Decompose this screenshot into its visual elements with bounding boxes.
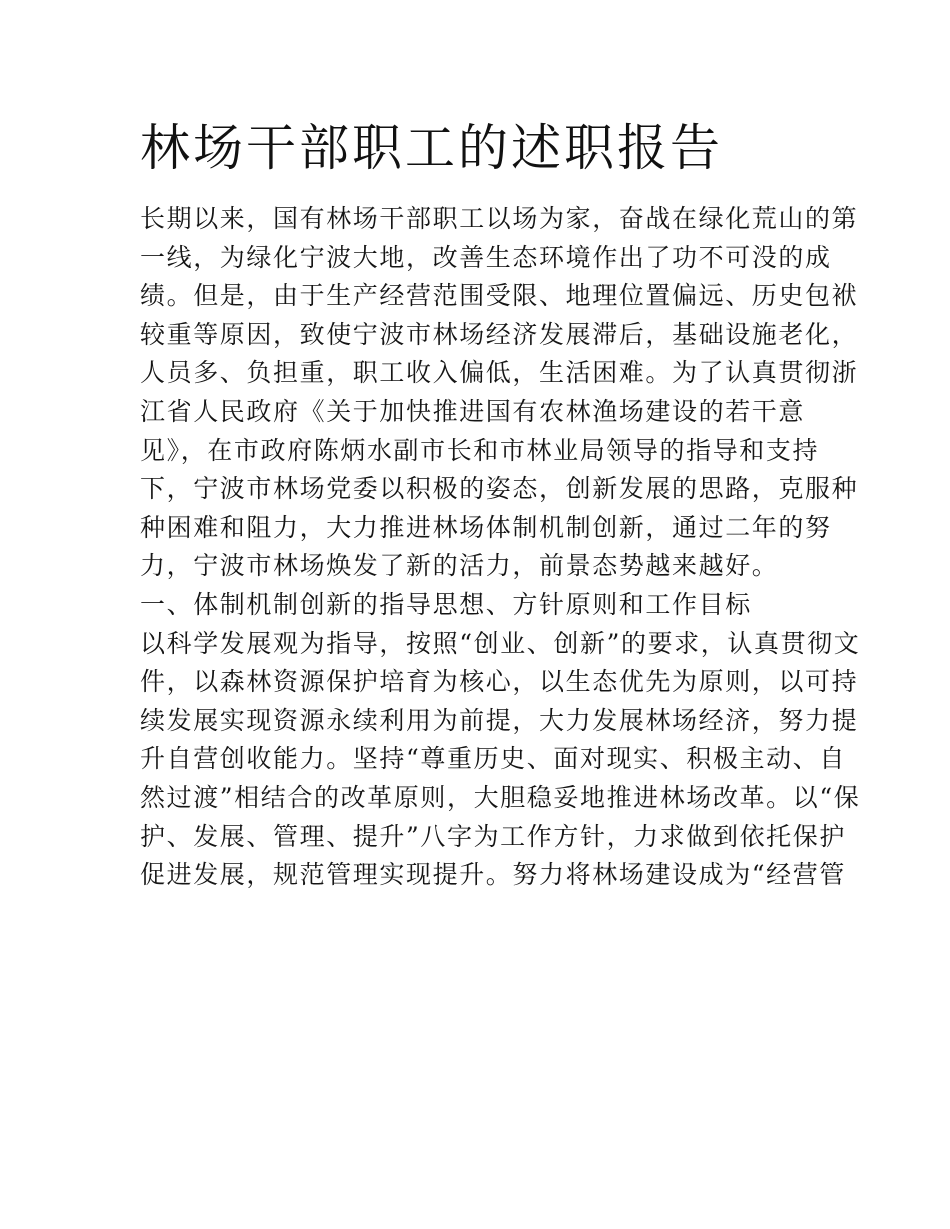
body-line-intro: 长期以来，国有林场干部职工以场为家，奋战在绿化荒山的第 <box>140 204 859 233</box>
body-line-intro: 绩。但是，由于生产经营范围受限、地理位置偏远、历史包袱 <box>140 281 859 311</box>
body-line-section-1: 件，以森林资源保护培育为核心，以生态优先为原则，以可持 <box>140 667 859 697</box>
body-line-section-1: 然过渡”相结合的改革原则，大胆稳妥地推进林场改革。以“保 <box>140 782 861 812</box>
body-line-intro: 人员多、负担重，职工收入偏低，生活困难。为了认真贯彻浙 <box>140 358 859 388</box>
body-line-intro: 见》，在市政府陈炳水副市长和市林业局领导的指导和支持 <box>140 435 820 465</box>
body-line-intro: 力，宁波市林场焕发了新的活力，前景态势越来越好。 <box>140 551 779 581</box>
body-line-intro: 较重等原因，致使宁波市林场经济发展滞后，基础设施老化， <box>140 319 859 349</box>
body-line-intro: 下，宁波市林场党委以积极的姿态，创新发展的思路，克服种 <box>140 474 859 504</box>
body-line-section-1: 升自营创收能力。坚持“尊重历史、面对现实、积极主动、自 <box>140 744 846 774</box>
section-heading: 一、体制机制创新的指导思想、方针原则和工作目标 <box>140 589 752 619</box>
body-line-intro: 一线，为绿化宁波大地，改善生态环境作出了功不可没的成 <box>140 242 832 272</box>
document-title: 林场干部职工的述职报告 <box>140 119 723 177</box>
body-line-section-1: 续发展实现资源永续利用为前提，大力发展林场经济，努力提 <box>140 705 859 735</box>
body-line-section-1: 以科学发展观为指导，按照“创业、创新”的要求，认真贯彻文 <box>140 628 861 658</box>
body-line-section-1: 护、发展、管理、提升”八字为工作方针，力求做到依托保护 <box>140 821 846 851</box>
body-line-intro: 江省人民政府《关于加快推进国有农林渔场建设的若干意 <box>140 396 806 426</box>
document-body <box>140 200 861 895</box>
body-line-intro: 种困难和阻力，大力推进林场体制机制创新，通过二年的努 <box>140 512 832 542</box>
body-line-section-1: 促进发展，规范管理实现提升。努力将林场建设成为“经营管 <box>140 860 846 890</box>
